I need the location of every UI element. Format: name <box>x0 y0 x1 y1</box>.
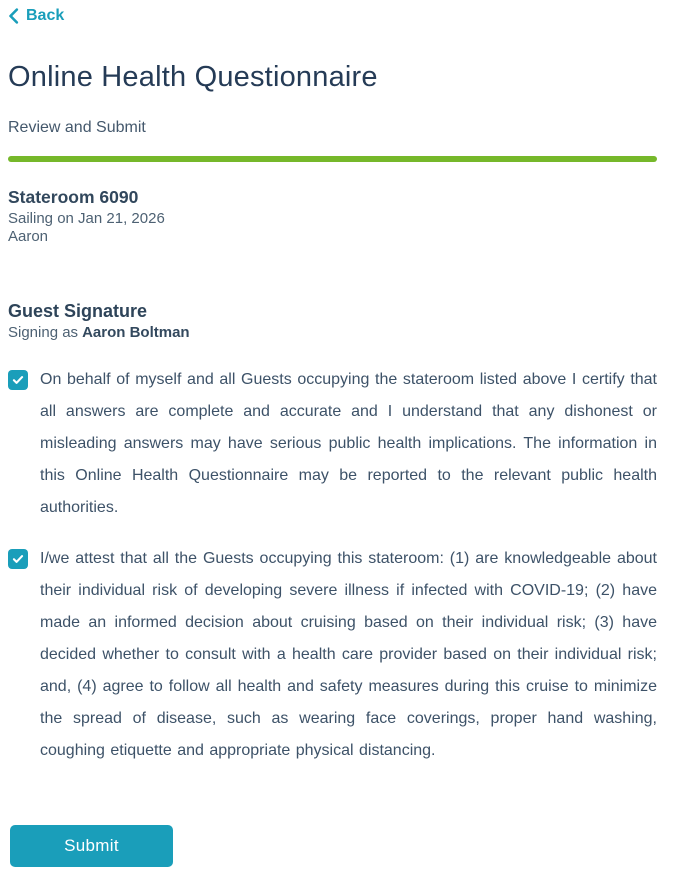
stateroom-title: Stateroom 6090 <box>8 187 139 207</box>
check-icon <box>11 552 25 566</box>
guest-signature-heading: Guest Signature <box>8 301 148 321</box>
attestation-row-1 <box>8 364 657 524</box>
chevron-left-icon <box>8 8 19 24</box>
attestation-row-2 <box>8 543 657 767</box>
attestation-checkbox-2[interactable] <box>8 549 28 569</box>
signing-as-label: Signing as <box>8 324 79 341</box>
back-button[interactable] <box>8 7 64 25</box>
page-title: Online Health Questionnaire <box>8 61 378 93</box>
page-subtitle: Review and Submit <box>8 119 146 136</box>
sailing-date: Sailing on Jan 21, 2026 <box>8 210 165 227</box>
attestation-checkbox-1[interactable] <box>8 370 28 390</box>
check-icon <box>11 373 25 387</box>
submit-button[interactable]: Submit <box>10 825 173 867</box>
section-divider <box>8 156 657 162</box>
guest-name: Aaron <box>8 228 49 245</box>
attestation-text-2: I/we attest that all the Guests occupying this stateroom: (1) are knowledgeable about their individual risk of developing severe illness if infected with COVID-19; (2) have made an informed decision about cruising based on their individual risk; (3) have decided whether to consult with a health care provider based on their individual risk; and, (4) agree to follow all health and safety measures during this cruise to minimize the spread of disease, such as wearing face coverings, proper hand washing, coughing etiquette and appropriate physical distancing. <box>40 550 657 759</box>
attestation-text-1: On behalf of myself and all Guests occupying the stateroom listed above I certify that all answers are complete and accurate and I understand that any dishonest or misleading answers may have serious public health implications. The information in this Online Health Questionnaire may be reported to the relevant public health authorities. <box>40 371 657 516</box>
back-label: Back <box>26 7 65 24</box>
signing-as-line <box>8 324 657 342</box>
signing-as-name: Aaron Boltman <box>82 324 190 341</box>
